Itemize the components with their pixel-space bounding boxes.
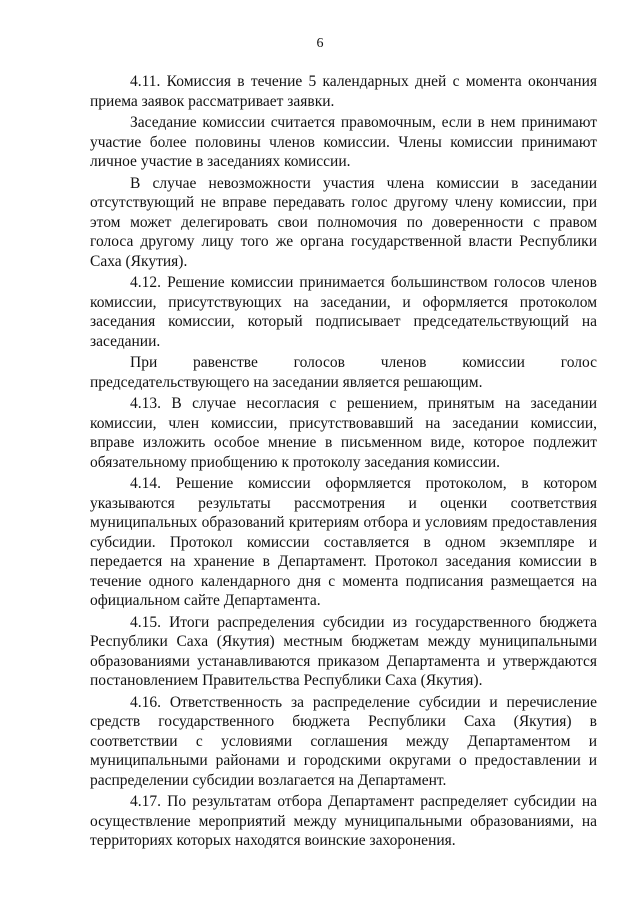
paragraph-quorum: Заседание комиссии считается правомочным, если в нем принимают участие более половины членов комиссии. Члены комиссии принимают личное участие в заседаниях комиссии. [90,114,597,170]
paragraph-4-16: 4.16. Ответственность за распределение субсидии и перечисление средств государственного бюджета Республики Саха (Якутия) в соответствии с условиями соглашения между Департаментом и муниципальными районами и городскими округами о предоставлении и распределении субсидии возлагается на Департамент. [90,693,597,789]
paragraph-4-11: 4.11. Комиссия в течение 5 календарных дней с момента окончания приема заявок рассматривает заявки. [90,73,597,110]
paragraph-4-13: 4.13. В случае несогласия с решением, принятым на заседании комиссии, член комиссии, присутствовавший на заседании комиссии, вправе изложить особое мнение в письменном виде, которое подлежит обязательному приобщению к протоколу заседания комиссии. [90,395,597,471]
page-number: 6 [316,36,324,51]
paragraph-4-17: 4.17. По результатам отбора Департамент распределяет субсидии на осуществление мероприятий между муниципальными образованиями, на территориях которых находятся воинские захоронения. [90,793,597,849]
paragraph-4-14: 4.14. Решение комиссии оформляется протоколом, в котором указываются результаты рассмотрения и оценки соответствия муниципальных образований критериям отбора и условиям предоставления субсидии. Протокол комиссии составляется в одном экземпляре и передается на хранение в Департамент. Протокол заседания комиссии в течение одного календарного дня с момента подписания размещается на официальном сайте Департамента. [90,475,597,609]
document-body [90,72,597,853]
paragraph-delegation: В случае невозможности участия члена комиссии в заседании отсутствующий не вправе передавать голос другому члену комиссии, при этом может делегировать свои полномочия по доверенности с правом голоса другому лицу того же органа государственной власти Республики Саха (Якутия). [90,174,597,270]
paragraph-tie-vote: При равенстве голосов членов комиссии голос председательствующего на заседании является решающим. [90,354,597,391]
paragraph-4-15: 4.15. Итоги распределения субсидии из государственного бюджета Республики Саха (Якутия) местным бюджетам между муниципальными образованиями устанавливаются приказом Департамента и утверждаются постановлением Правительства Республики Саха (Якутия). [90,613,597,689]
paragraph-4-12: 4.12. Решение комиссии принимается большинством голосов членов комиссии, присутствующих на заседании, и оформляется протоколом заседания комиссии, который подписывает председательствующий на заседании. [90,274,597,350]
